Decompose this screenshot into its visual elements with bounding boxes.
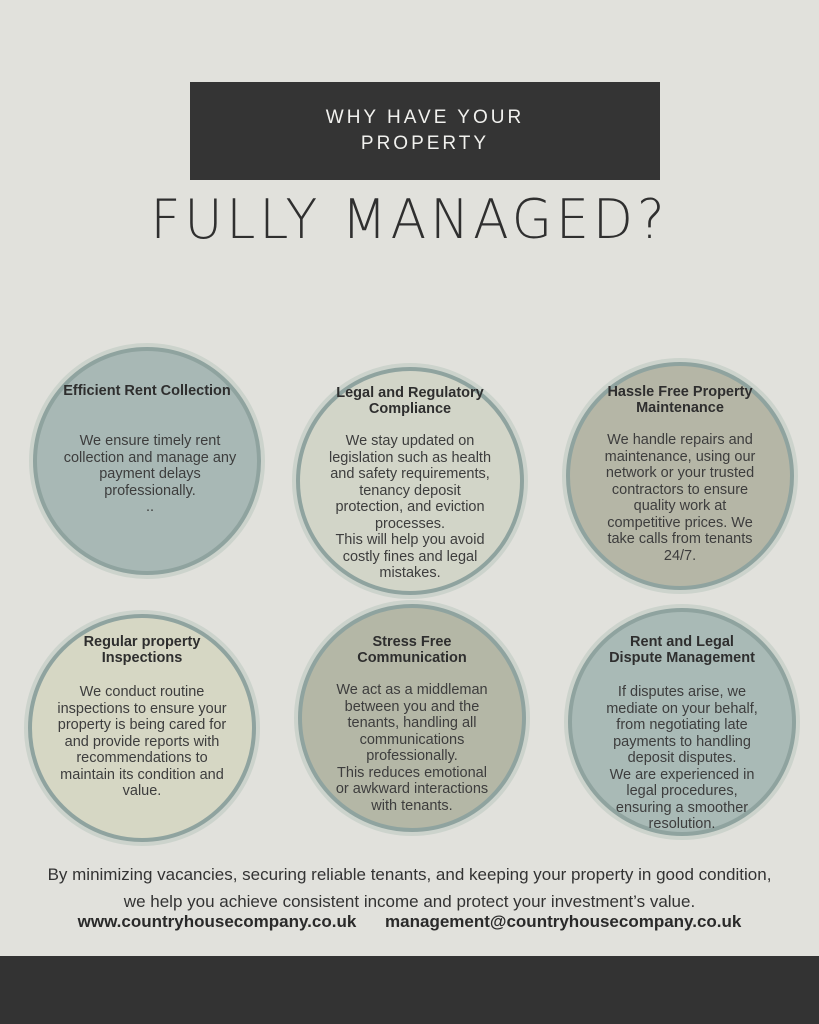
footer-bar [0,956,819,1024]
service-heading: Stress Free Communication [357,634,467,666]
service-heading: Rent and Legal Dispute Management [609,634,755,666]
service-circle-rent-collection [33,347,261,575]
page-headline: FULLY MANAGED? [150,188,669,252]
service-heading: Hassle Free Property Maintenance [607,384,753,416]
service-circle-dispute-management [568,608,796,836]
service-heading: Regular property Inspections [83,634,201,666]
service-description: We stay updated on legislation such as health and safety requirements, tenancy deposit protection, and eviction processes. This will help you avoid costly fines and legal mistakes. [328,433,492,581]
title-banner [190,82,660,180]
website-link[interactable]: www.countryhousecompany.co.uk [77,912,357,931]
service-heading: Efficient Rent Collection [63,383,231,399]
service-circle-legal-compliance [296,367,524,595]
service-description: We act as a middleman between you and the tenants, handling all communications professionally. This reduces emotional or awkward interactions with tenants. [335,682,489,814]
service-description: We conduct routine inspections to ensure your property is being cared for and provide reports with recommendations to maintain its condition and value. [57,684,227,799]
service-description: We ensure timely rent collection and manage any payment delays professionally. .. [63,433,237,515]
contact-line [40,912,779,932]
title-line-1: WHY HAVE YOUR [325,107,525,128]
service-circle-maintenance [566,362,794,590]
service-circle-inspections [28,614,256,842]
summary-text: By minimizing vacancies, securing reliable tenants, and keeping your property in good condition, we help you achieve consistent income and protect your investment’s value. [47,865,772,911]
service-description: If disputes arise, we mediate on your behalf, from negotiating late payments to handling deposit disputes. We are experienced in legal procedures, ensuring a smoother resolution. [606,684,758,832]
service-circle-communication [298,604,526,832]
service-description: We handle repairs and maintenance, using our network or your trusted contractors to ensure quality work at competitive prices. We take calls from tenants 24/7. [604,432,756,564]
title-line-2: PROPERTY [360,133,490,154]
service-heading: Legal and Regulatory Compliance [336,385,484,417]
email-link[interactable]: management@countryhousecompany.co.uk [385,912,742,931]
